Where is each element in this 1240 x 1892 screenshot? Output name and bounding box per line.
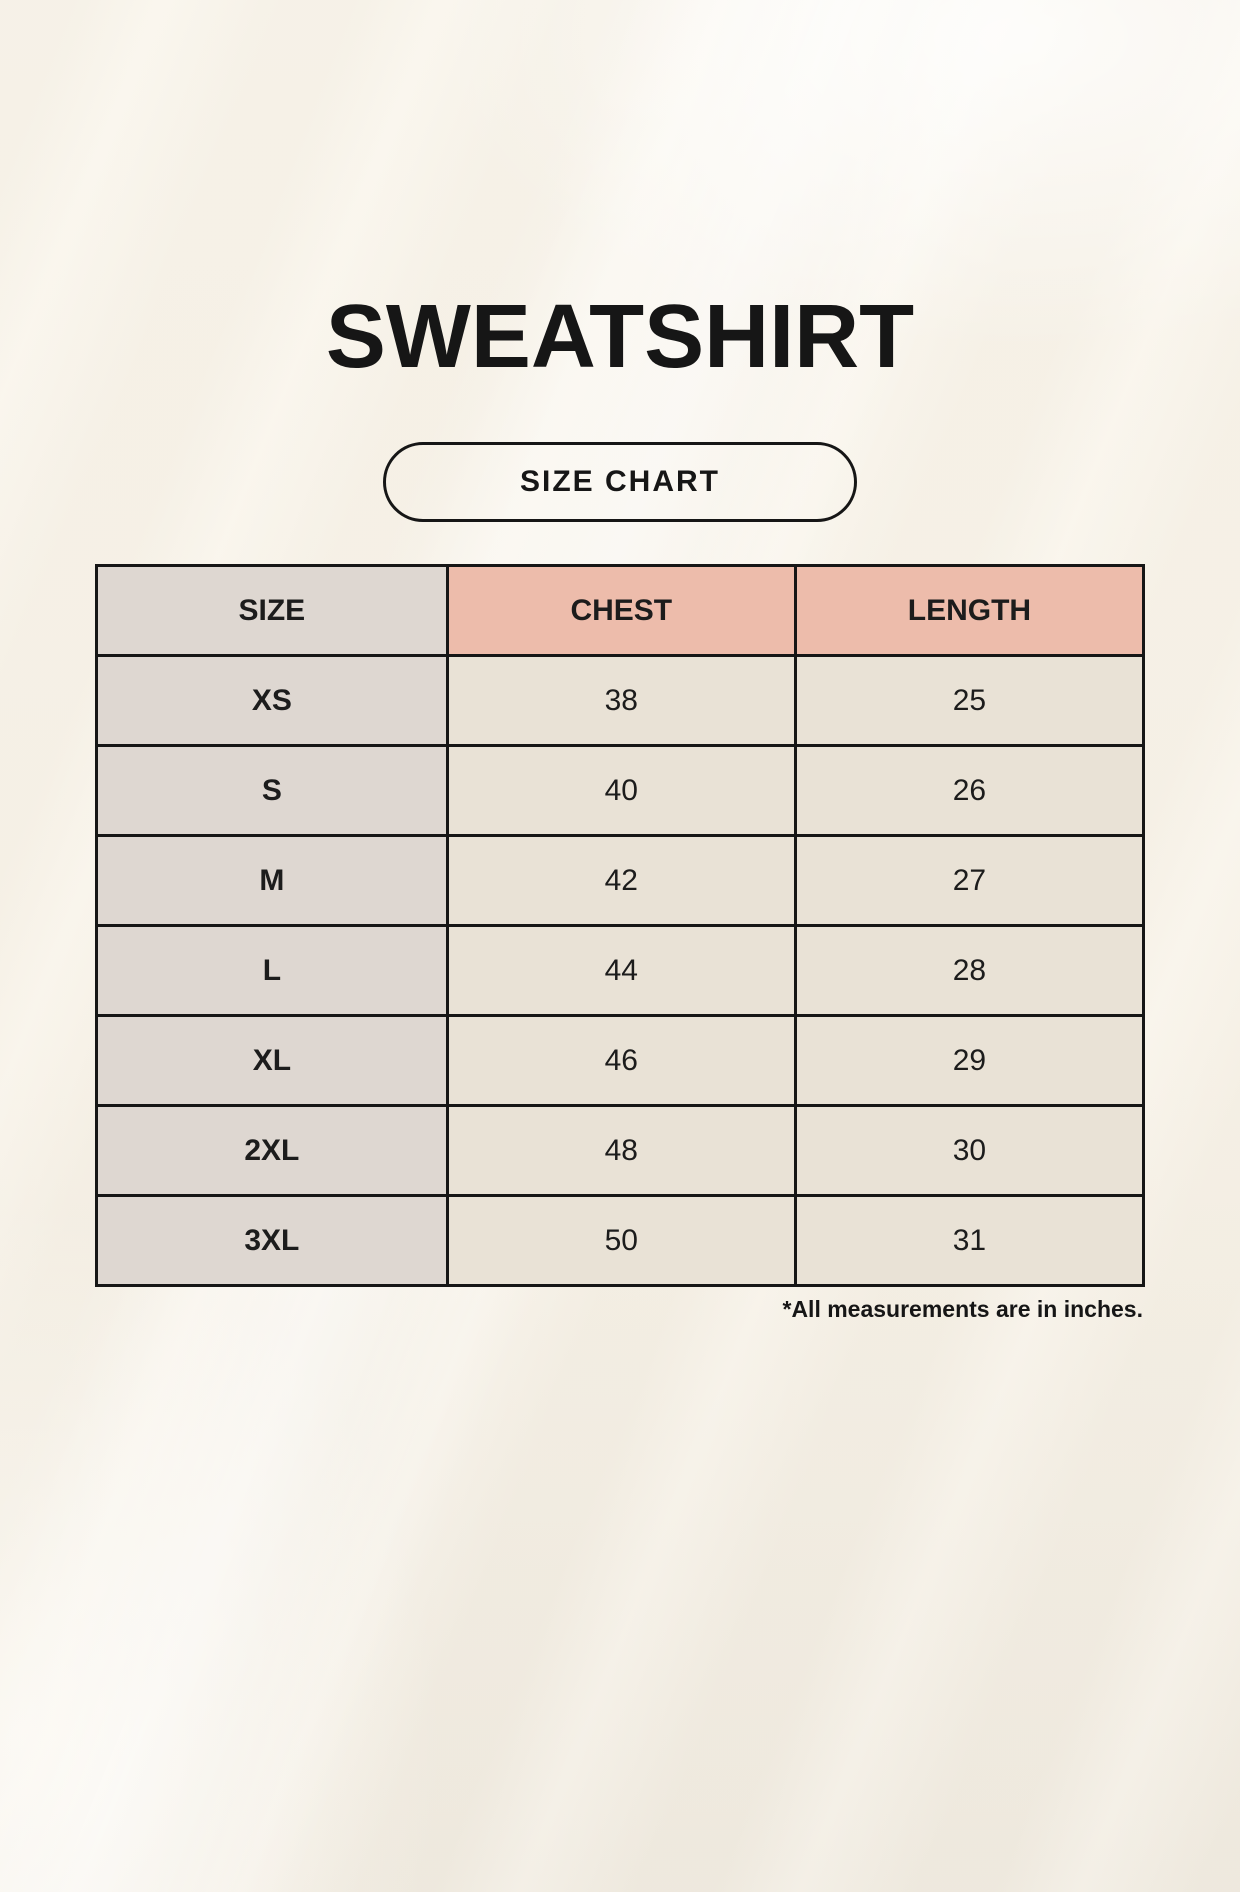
length-cell: 25 [795,656,1143,746]
table-row [97,836,1144,926]
chest-cell: 50 [447,1196,795,1286]
size-cell: S [97,746,448,836]
column-header-length: LENGTH [795,566,1143,656]
chest-cell: 42 [447,836,795,926]
column-header-chest: CHEST [447,566,795,656]
length-cell: 27 [795,836,1143,926]
size-cell: M [97,836,448,926]
page-title: SWEATSHIRT [325,287,915,387]
table-row [97,656,1144,746]
chest-cell: 38 [447,656,795,746]
length-cell: 26 [795,746,1143,836]
size-cell: 3XL [97,1196,448,1286]
size-chart-table [95,564,1145,1287]
table-row [97,746,1144,836]
table-row [97,1196,1144,1286]
measurements-footnote: *All measurements are in inches. [782,1296,1143,1322]
size-cell: XL [97,1016,448,1106]
table-row [97,926,1144,1016]
chest-cell: 40 [447,746,795,836]
size-cell: 2XL [97,1106,448,1196]
chest-cell: 48 [447,1106,795,1196]
size-chart-badge [383,442,857,522]
length-cell: 29 [795,1016,1143,1106]
size-cell: XS [97,656,448,746]
chest-cell: 46 [447,1016,795,1106]
size-chart-badge-label: SIZE CHART [520,465,720,498]
column-header-size: SIZE [97,566,448,656]
length-cell: 28 [795,926,1143,1016]
size-cell: L [97,926,448,1016]
size-chart-page [0,287,1240,1323]
length-cell: 30 [795,1106,1143,1196]
chest-cell: 44 [447,926,795,1016]
header-row [97,566,1144,656]
table-row [97,1106,1144,1196]
length-cell: 31 [795,1196,1143,1286]
table-row [97,1016,1144,1106]
